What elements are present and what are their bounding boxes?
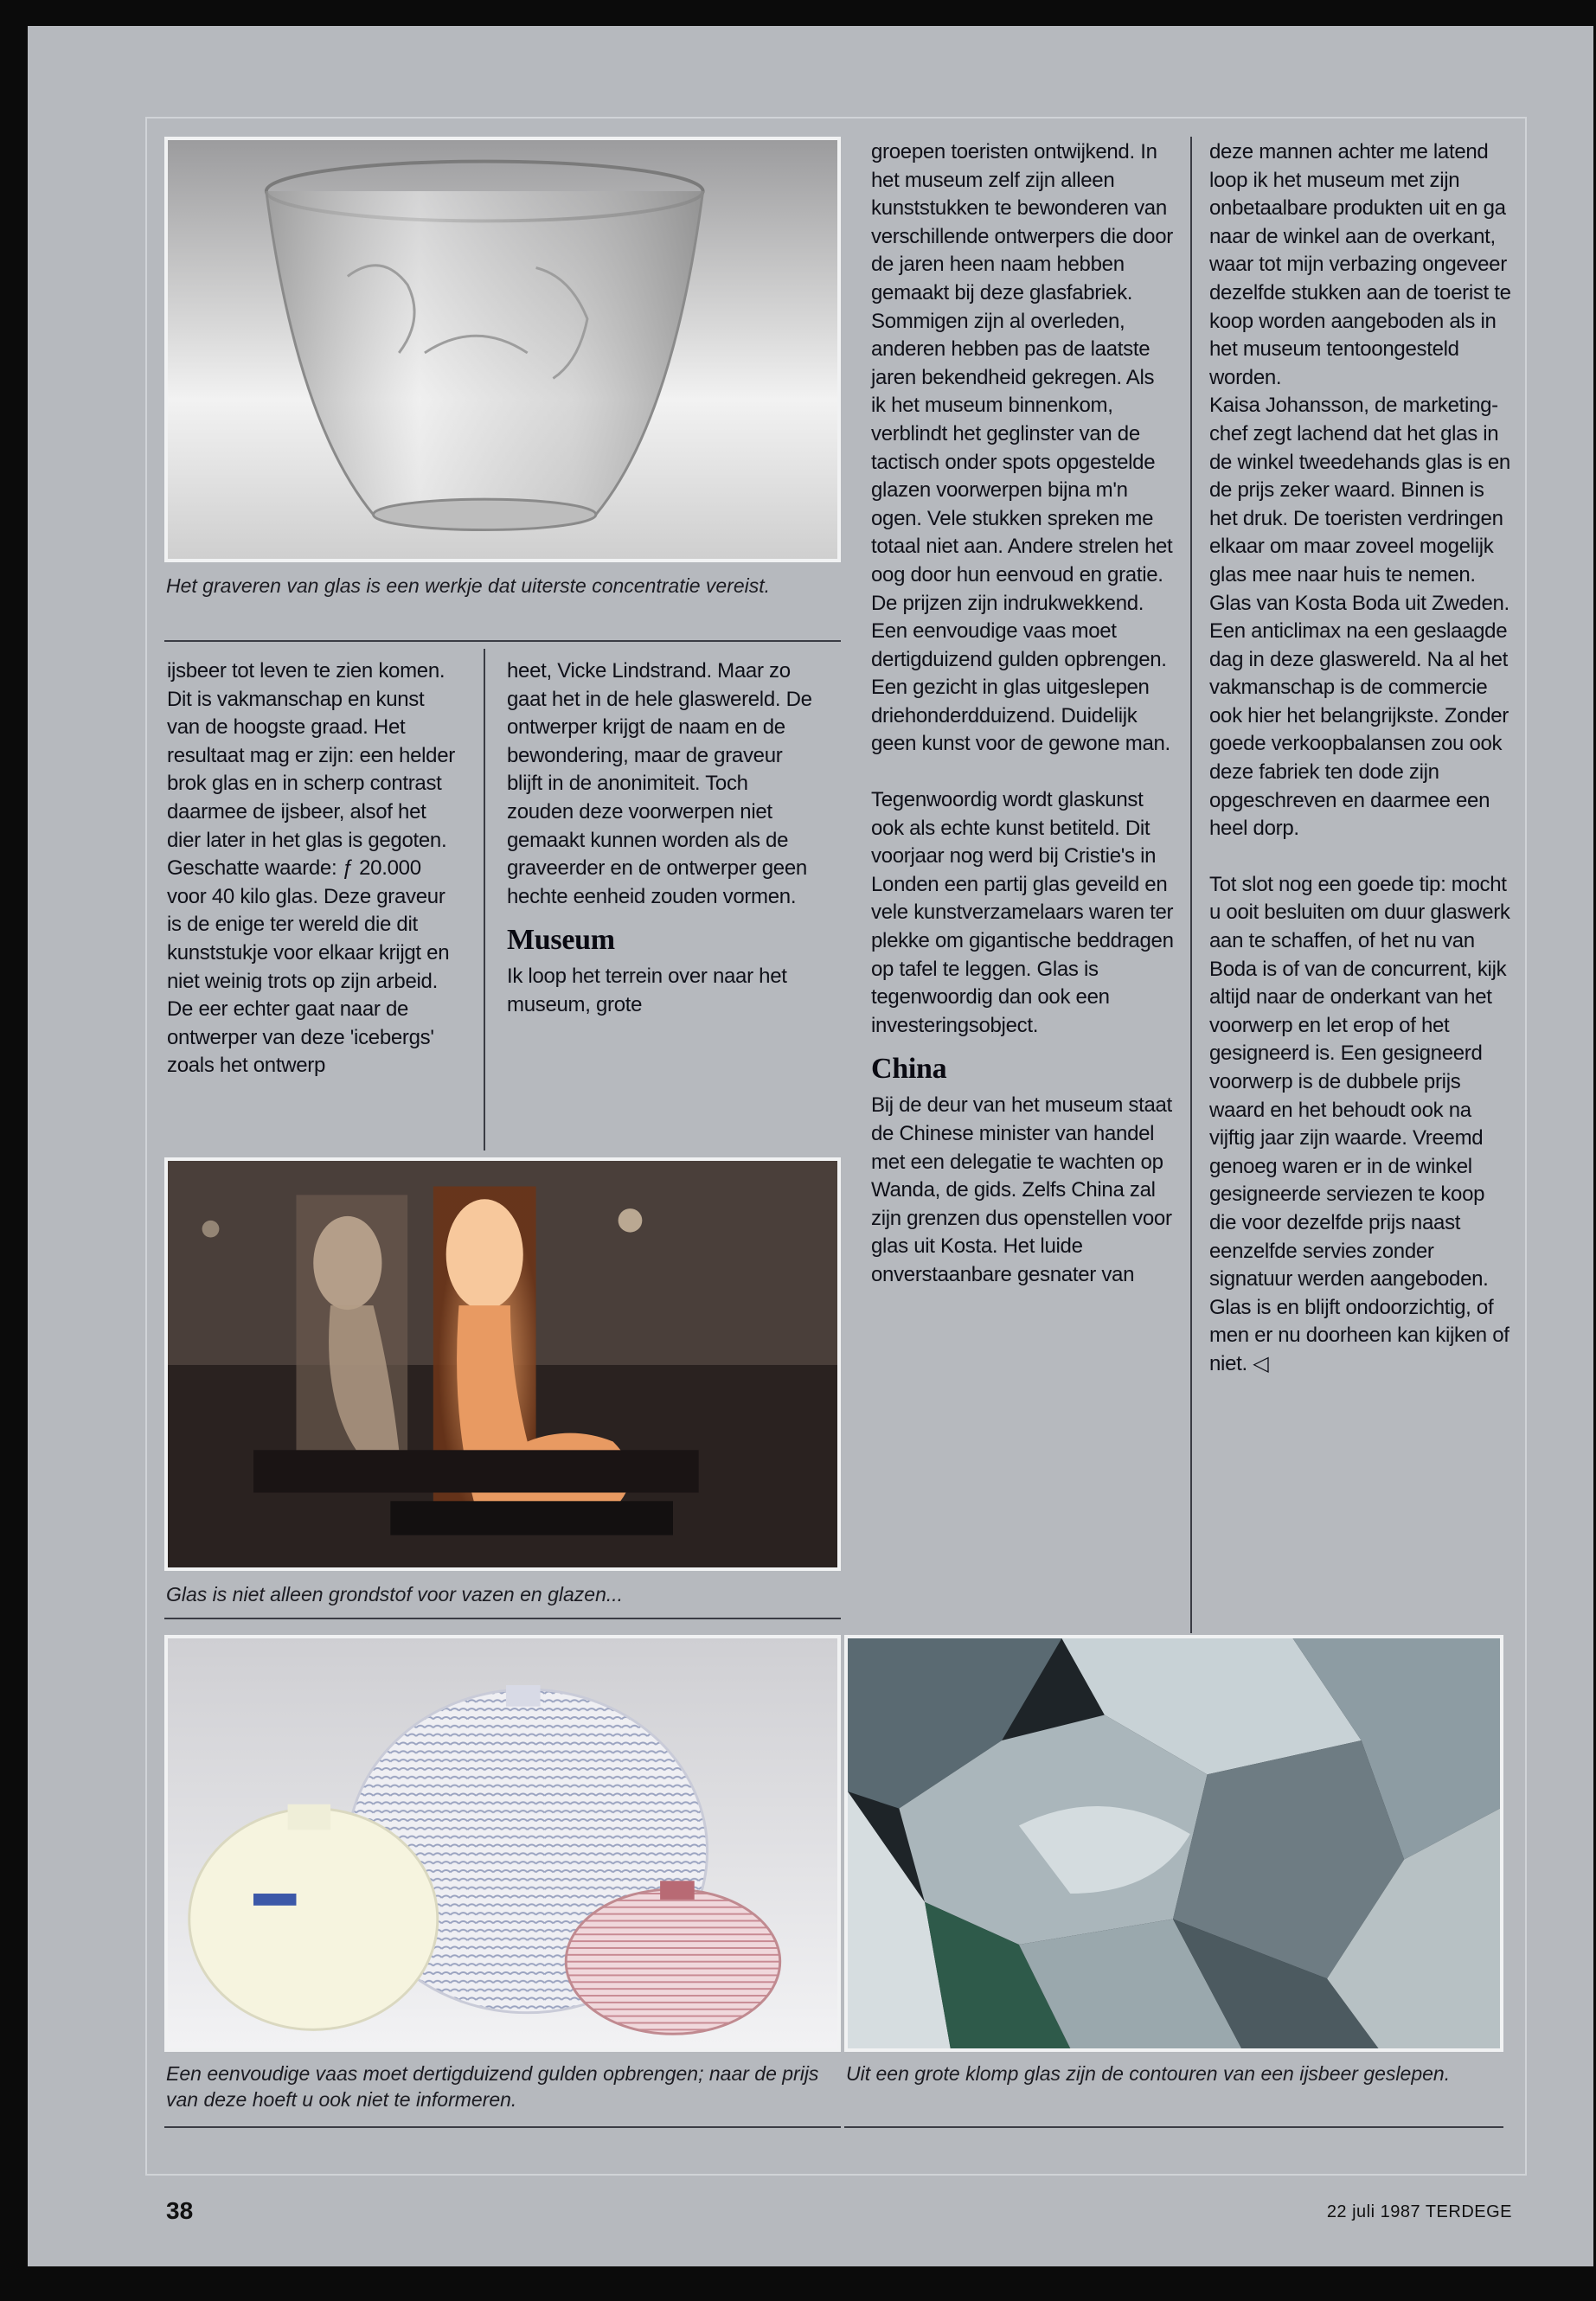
- museum-heading: Museum: [507, 924, 615, 957]
- sculpture-caption: Glas is niet alleen grondstof voor vazen en glazen...: [166, 1583, 624, 1606]
- issue-date: 22 juli 1987 TERDEGE: [1326, 2202, 1512, 2221]
- magazine-page: [28, 26, 1593, 2266]
- caption-rule-top: [164, 640, 841, 642]
- sculpture-photo: [164, 1157, 841, 1571]
- column-divider-right: [1190, 137, 1192, 1633]
- column-2-after-heading: Ik loop het terrein over naar het museum, grote: [507, 965, 787, 1016]
- column-2-paragraph: heet, Vicke Lindstrand. Maar zo gaat het in de hele glaswereld. De ontwerper krijgt de naam en de bewondering, maar de graveur blijft in de anonimiteit. Toch zouden deze voorwerpen niet gemaakt kunnen worden als de graveerder en de ontwerper geen hechte eenheid zouden vormen.: [507, 659, 812, 908]
- article-column-3: [871, 138, 1174, 1290]
- column-divider-vertical: [484, 649, 485, 1150]
- china-heading: China: [871, 1053, 947, 1086]
- caption-rule-bottom-left: [164, 2126, 841, 2128]
- glass-bowl-photo: [164, 137, 841, 562]
- article-column-1: [167, 657, 461, 1080]
- ice-block-caption: Uit een grote klomp glas zijn de contouren van een ijsbeer geslepen.: [846, 2062, 1451, 2085]
- column-3-paragraph-1: groepen toeristen ontwijkend. In het museum zelf zijn alleen kunststukken te bewonderen van verschillende ontwerpers die door de jaren heen naam hebben gemaakt bij deze glasfabriek. Sommigen zijn al overleden, anderen hebben pas de laatste jaren bekendheid gekregen. Als ik het museum binnenkom, verblindt het geglinster van de tactisch onder spots opgestelde glazen voorwerpen bijna m'n ogen. Vele stukken spreken me totaal niet aan. Andere strelen het oog door hun eenvoud en gratie.: [871, 140, 1173, 586]
- column-3-paragraph-2: De prijzen zijn indrukwekkend. Een eenvoudige vaas moet dertigduizend gulden opbrengen. Een gezicht in glas uitgeslepen driehonderdduizend. Duidelijk geen kunst voor de gewone man.: [871, 591, 1170, 756]
- vases-caption: Een eenvoudige vaas moet dertigduizend gulden opbrengen; naar de prijs van deze hoeft u ook niet te informeren.: [166, 2062, 819, 2111]
- column-4-paragraph-3: Tot slot nog een goede tip: mocht u ooit besluiten om duur glaswerk aan te schaffen, of het nu van Boda is of van de concurrent, kijk altijd naar de onderkant van het voorwerp en let erop of het gesigneerd is. Een gesigneerd voorwerp is de dubbele prijs waard en het behoudt ook na vijftig jaar zijn waarde. Vreemd genoeg waren er in de winkel gesigneerde serviezen te koop die voor dezelfde prijs naast eenzelfde servies zonder signatuur werden aangeboden. Glas is en blijft ondoorzichtig, of men er nu doorheen kan kijken of niet. ◁: [1209, 872, 1510, 1375]
- page-number: 38: [166, 2197, 194, 2224]
- column-3-paragraph-3: Tegenwoordig wordt glaskunst ook als echte kunst betiteld. Dit voorjaar nog werd bij Cristie's in Londen een partij glas geveild en vele kunstverzamelaars waren ter plekke om gigantische beddragen op tafel te leggen. Glas is tegenwoordig dan ook een investeringsobject.: [871, 788, 1174, 1037]
- column-4-paragraph-1: deze mannen achter me latend loop ik het museum met zijn onbetaalbare produkten uit en ga naar de winkel aan de overkant, waar tot mijn verbazing ongeveer dezelfde stukken aan de toerist te koop worden aangeboden als in het museum tentoongesteld worden.: [1209, 140, 1511, 389]
- article-column-2: [507, 657, 818, 1020]
- caption-rule-bottom-right: [844, 2126, 1503, 2128]
- vases-photo: [164, 1635, 841, 2052]
- glass-bowl-caption: Het graveren van glas is een werkje dat uiterste concentratie vereist.: [166, 574, 771, 597]
- caption-rule-mid: [164, 1618, 841, 1619]
- column-1-paragraph: ijsbeer tot leven te zien komen. Dit is vakmanschap en kunst van de hoogste graad. Het resultaat mag er zijn: een helder brok glas en in scherp contrast daarmee de ijsbeer, alsof het dier later in het glas is gegoten. Geschatte waarde: ƒ 20.000 voor 40 kilo glas. Deze graveur is de enige ter wereld die dit kunststukje voor elkaar krijgt en niet weinig trots op zijn arbeid. De eer echter gaat naar de ontwerper van deze 'icebergs' zoals het ontwerp: [167, 659, 455, 1078]
- ice-block-photo: [844, 1635, 1503, 2052]
- column-4-paragraph-2: Kaisa Johansson, de marketing-chef zegt lachend dat het glas in de winkel tweedehands glas is en de prijs zeker waard. Binnen is het druk. De toeristen verdringen elkaar om maar zoveel mogelijk glas mee naar huis te nemen. Glas van Kosta Boda uit Zweden. Een anticlimax na een geslaagde dag in deze glaswereld. Na al het vakmanschap is de commercie ook hier het belangrijkste. Zonder goede verkoopbalansen zou ook deze fabriek ten dode zijn opgeschreven en daarmee een heel dorp.: [1209, 394, 1510, 841]
- article-column-4: [1209, 138, 1512, 1379]
- column-3-paragraph-4: Bij de deur van het museum staat de Chinese minister van handel met een delegatie te wachten op Wanda, de gids. Zelfs China zal zijn grenzen dus openstellen voor glas uit Kosta. Het luide onverstaanbare gesnater van: [871, 1093, 1172, 1286]
